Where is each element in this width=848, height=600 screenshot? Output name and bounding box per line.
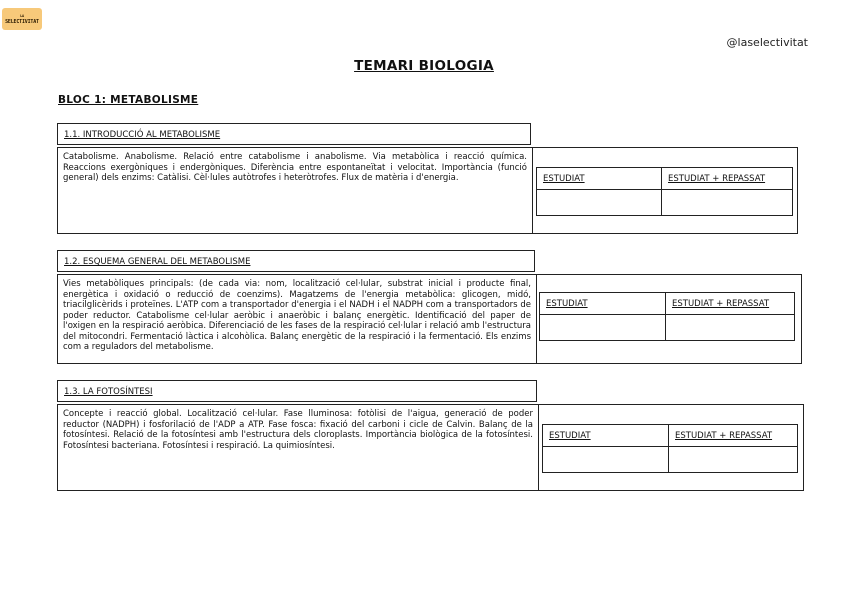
logo: LA SELECTIVITAT [2,8,42,30]
section-heading: 1.3. LA FOTOSÍNTESI [57,380,537,402]
col-studied: ESTUDIAT [537,168,662,190]
section-content: Vies metabòliques principals: (de cada via: nom, localització cel·lular, substrat inicial i producte final, energètica i oxidació o reducció de coenzims). Magatzems de l'energia metabòlica: glicogen, midó, triacilglicèrids i proteïnes. L'ATP com a transportador d'energia i el NADH i el NADPH com a transportadors de poder reductor. Catabolisme cel·lular aeròbic i anaeròbic i balanç energètic. Identificació del paper de l'oxigen en la respiració aeròbica. Diferenciació de les fases de la respiració cel·lular i relació amb l'estructura del mitocondri. Fermentació làctica i alcohòlica. Balanç energètic de la respiració i la fermentació. Els enzims com a reguladors del metabolisme. [57,274,537,364]
section-content: Catabolisme. Anabolisme. Relació entre catabolisme i anabolisme. Via metabòlica i reacció química. Reaccions exergòniques i endergòniques. Diferència entre espontaneïtat i velocitat. Importància (funció general) dels enzims: Catàlisi. Cèl·lules autòtrofes i heteròtrofes. Flux de matèria i d'energia. [57,147,533,234]
col-studied: ESTUDIAT [543,425,669,447]
col-studied-reviewed: ESTUDIAT + REPASSAT [666,293,795,315]
checkbox-studied[interactable] [540,315,666,341]
checkbox-studied-reviewed[interactable] [662,190,793,216]
section-heading: 1.1. INTRODUCCIÓ AL METABOLISME [57,123,531,145]
col-studied: ESTUDIAT [540,293,666,315]
col-studied-reviewed: ESTUDIAT + REPASSAT [669,425,798,447]
status-table [542,424,798,473]
checkbox-studied-reviewed[interactable] [666,315,795,341]
col-studied-reviewed: ESTUDIAT + REPASSAT [662,168,793,190]
section-heading: 1.2. ESQUEMA GENERAL DEL METABOLISME [57,250,535,272]
social-handle: @laselectivitat [726,36,808,49]
checkbox-studied[interactable] [543,447,669,473]
section-content: Concepte i reacció global. Localització cel·lular. Fase lluminosa: fotòlisi de l'aigua, generació de poder reductor (NADPH) i fosforilació de l'ADP a ATP. Fase fosca: fixació del carboni i cicle de Calvin. Balanç de la fotosíntesi. Relació de la fotosíntesi amb l'estructura dels cloroplasts. Importància biològica de la fotosíntesi. Fotosíntesi bacteriana. Fotosíntesi i respiració. La quimiosíntesi. [57,404,539,491]
status-table [536,167,793,216]
bloc-heading: BLOC 1: METABOLISME [58,94,199,106]
checkbox-studied[interactable] [537,190,662,216]
page-title: TEMARI BIOLOGIA [354,58,494,74]
status-table [539,292,795,341]
checkbox-studied-reviewed[interactable] [669,447,798,473]
